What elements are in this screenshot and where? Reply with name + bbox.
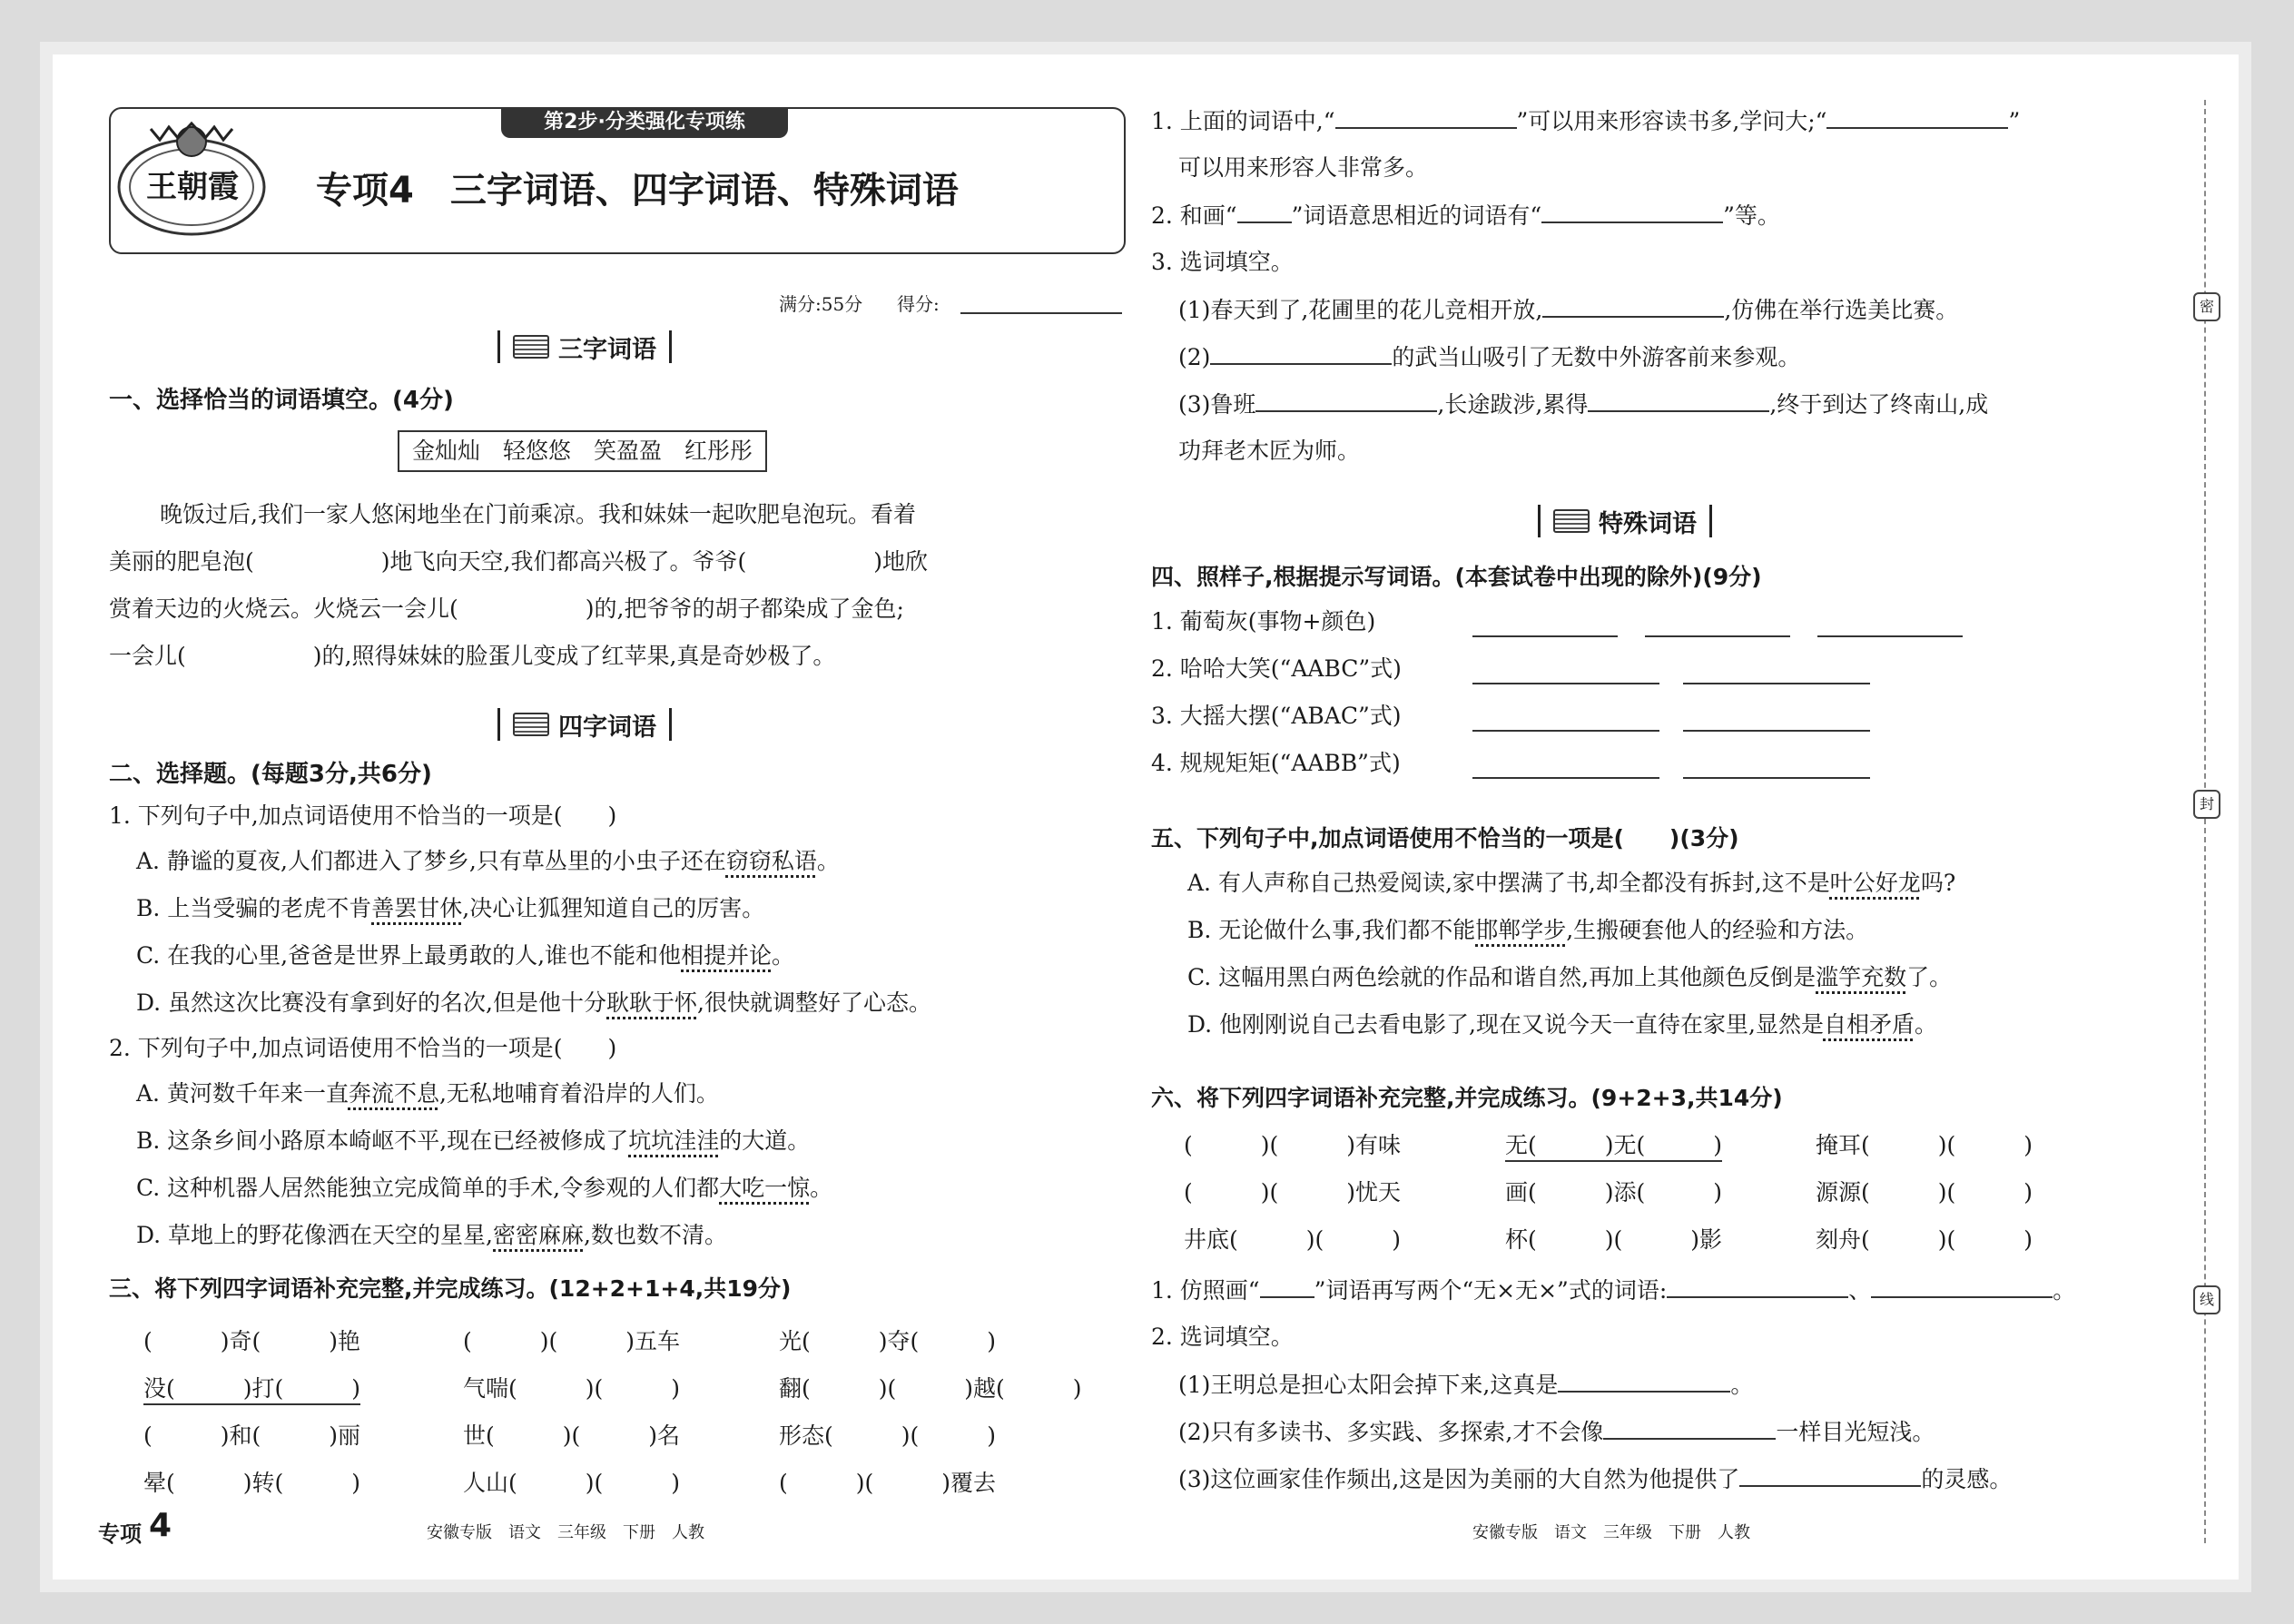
q5d[interactable]: D. 他刚刚说自己去看电影了,现在又说今天一直待在家里,显然是自相矛盾。 [1187, 1011, 1937, 1038]
q6-2: 2. 选词填空。 [1151, 1324, 1294, 1350]
r3-2: (2) 的武当山吸引了无数中外游客前来参观。 [1178, 341, 1800, 373]
q3-r1c3[interactable]: 光( )夺( ) [779, 1328, 997, 1354]
score-label: 得分: [897, 293, 940, 315]
q1-p1: 晚饭过后,我们一家人悠闲地坐在门前乘凉。我和妹妹一起吹肥皂泡玩。看着 [160, 501, 916, 527]
q3-r3c1[interactable]: ( )和( )丽 [143, 1422, 361, 1449]
q2-title: 二、选择题。(每题3分,共6分) [109, 761, 432, 788]
r3: 3. 选词填空。 [1151, 249, 1294, 275]
q2-2c[interactable]: C. 这种机器人居然能独立完成简单的手术,令参观的人们都大吃一惊。 [136, 1175, 833, 1201]
q4-blank-1c[interactable] [1817, 635, 1963, 637]
q5b[interactable]: B. 无论做什么事,我们都不能邯郸学步,生搬硬套他人的经验和方法。 [1187, 917, 1869, 943]
q4-item-4: 4. 规规矩矩(“AABB”式) [1151, 750, 1401, 776]
q2-1c[interactable]: C. 在我的心里,爸爸是世界上最勇敢的人,谁也不能和他相提并论。 [136, 942, 795, 969]
q1-p4: 一会儿( )的,照得妹妹的脸蛋儿变成了红苹果,真是奇妙极了。 [109, 643, 836, 669]
q1-title: 一、选择恰当的词语填空。(4分) [109, 387, 454, 414]
q6-r1c3[interactable]: 掩耳( )( ) [1816, 1132, 2033, 1158]
section-sanzi [497, 330, 672, 363]
footer-label-left: 专项 [98, 1521, 142, 1547]
q3-r1c1[interactable]: ( )奇( )艳 [143, 1328, 361, 1354]
q6-r2c3[interactable]: 源源( )( ) [1816, 1179, 2033, 1206]
q3-r3c3[interactable]: 形态( )( ) [779, 1422, 997, 1449]
q3-r4c1[interactable]: 晕( )转( ) [143, 1470, 361, 1496]
q1-p2: 美丽的肥皂泡( )地飞向天空,我们都高兴极了。爷爷( )地欣 [109, 548, 928, 575]
section-sizi [497, 708, 672, 741]
q6-2-3: (3)这位画家佳作频出,这是因为美丽的大自然为他提供了 的灵感。 [1178, 1463, 2012, 1495]
q1-p3: 赏着天边的火烧云。火烧云一会儿( )的,把爷爷的胡子都染成了金色; [109, 595, 904, 622]
q6-r3c2[interactable]: 杯( )( )影 [1505, 1226, 1723, 1253]
q5-title: 五、下列句子中,加点词语使用不恰当的一项是( )(3分) [1151, 825, 1739, 851]
q6-r1c1[interactable]: ( )( )有味 [1184, 1132, 1402, 1158]
q3-title: 三、将下列四字词语补充完整,并完成练习。(12+2+1+4,共19分) [109, 1275, 792, 1302]
q5a[interactable]: A. 有人声称自己热爱阅读,家中摆满了书,却全都没有拆封,这不是叶公好龙吗? [1187, 870, 1956, 896]
q5c[interactable]: C. 这幅用黑白两色绘就的作品和谐自然,再加上其他颜色反倒是滥竽充数了。 [1187, 964, 1953, 990]
q6-r3c3[interactable]: 刻舟( )( ) [1816, 1226, 2033, 1253]
score-field[interactable] [960, 312, 1122, 314]
q3-r4c3[interactable]: ( )( )覆去 [779, 1470, 997, 1496]
step-badge: 第2步·分类强化专项练 [501, 107, 788, 138]
r3-3-cont: 功拜老木匠为师。 [1178, 438, 1361, 464]
logo-text: 王朝霞 [146, 169, 239, 205]
q4-title: 四、照样子,根据提示写词语。(本套试卷中出现的除外)(9分) [1151, 564, 1762, 590]
r1: 1. 上面的词语中,“ ”可以用来形容读书多,学问大;“ ” [1151, 105, 2020, 137]
seal-mark-2: 封 [2193, 790, 2220, 819]
q6-r3c1[interactable]: 井底( )( ) [1184, 1226, 1402, 1253]
q1-options: 金灿灿 轻悠悠 笑盈盈 红彤彤 [398, 430, 767, 472]
footer-info-left: 安徽专版 语文 三年级 下册 人教 [427, 1523, 704, 1542]
page-title: 专项4 三字词语、四字词语、特殊词语 [316, 170, 959, 212]
q4-item-1: 1. 葡萄灰(事物+颜色) [1151, 608, 1376, 635]
q2-2a[interactable]: A. 黄河数千年来一直奔流不息,无私地哺育着沿岸的人们。 [136, 1080, 719, 1107]
q2-1b[interactable]: B. 上当受骗的老虎不肯善罢甘休,决心让狐狸知道自己的厉害。 [136, 895, 765, 921]
q6-2-1: (1)王明总是担心太阳会掉下来,这真是 。 [1178, 1369, 1753, 1401]
q4-blank-3a[interactable] [1472, 730, 1659, 732]
book-icon [513, 713, 549, 736]
q4-blank-2a[interactable] [1472, 683, 1659, 684]
q6-r2c2[interactable]: 画( )添( ) [1505, 1179, 1723, 1206]
footer-info-right: 安徽专版 语文 三年级 下册 人教 [1472, 1523, 1750, 1542]
r2: 2. 和画“ ”词语意思相近的词语有“ ”等。 [1151, 200, 1780, 231]
r1-cont: 可以用来形容人非常多。 [1178, 154, 1429, 181]
q2-2: 2. 下列句子中,加点词语使用不恰当的一项是( ) [109, 1035, 617, 1061]
seal-mark-3: 线 [2193, 1285, 2220, 1314]
q4-item-3: 3. 大摇大摆(“ABAC”式) [1151, 703, 1402, 729]
q6-1: 1. 仿照画“ ”词语再写两个“无×无×”式的词语: 、 。 [1151, 1275, 2075, 1306]
book-icon [1553, 509, 1590, 533]
q6-2-2: (2)只有多读书、多实践、多探索,才不会像 一样目光短浅。 [1178, 1416, 1935, 1448]
q6-r1c2[interactable]: 无( )无( ) [1505, 1127, 1722, 1162]
section-label: 特殊词语 [1599, 509, 1697, 538]
q3-r2c1[interactable]: 没( )打( ) [143, 1371, 360, 1405]
q4-blank-1a[interactable] [1472, 635, 1618, 637]
q3-r2c3[interactable]: 翻( )( )越( ) [779, 1375, 1082, 1402]
q4-item-2: 2. 哈哈大笑(“AABC”式) [1151, 655, 1402, 682]
q6-r2c1[interactable]: ( )( )忧天 [1184, 1179, 1402, 1206]
q2-1d[interactable]: D. 虽然这次比赛没有拿到好的名次,但是他十分耿耿于怀,很快就调整好了心态。 [136, 989, 931, 1016]
r3-1: (1)春天到了,花圃里的花儿竞相开放, ,仿佛在举行选美比赛。 [1178, 294, 1958, 326]
book-icon [513, 335, 549, 359]
section-teshu [1538, 505, 1712, 537]
q3-r4c2[interactable]: 人山( )( ) [463, 1470, 681, 1496]
worksheet-page [53, 54, 2239, 1580]
q4-blank-1b[interactable] [1645, 635, 1790, 637]
q3-r3c2[interactable]: 世( )( )名 [463, 1422, 681, 1449]
q6-title: 六、将下列四字词语补充完整,并完成练习。(9+2+3,共14分) [1151, 1085, 1783, 1111]
section-label: 三字词语 [558, 335, 656, 364]
section-label: 四字词语 [558, 713, 656, 742]
q4-blank-4a[interactable] [1472, 777, 1659, 779]
score-full: 满分:55分 [779, 293, 863, 315]
q2-2b[interactable]: B. 这条乡间小路原本崎岖不平,现在已经被修成了坑坑洼洼的大道。 [136, 1127, 811, 1154]
footer-num-left: 4 [149, 1507, 172, 1544]
r3-3: (3)鲁班 ,长途跋涉,累得 ,终于到达了终南山,成 [1178, 389, 1988, 420]
q2-2d[interactable]: D. 草地上的野花像洒在天空的星星,密密麻麻,数也数不清。 [136, 1222, 727, 1248]
q4-blank-3b[interactable] [1683, 730, 1870, 732]
q3-r2c2[interactable]: 气喘( )( ) [463, 1375, 681, 1402]
q2-1a[interactable]: A. 静谧的夏夜,人们都进入了梦乡,只有草丛里的小虫子还在窃窃私语。 [136, 848, 840, 874]
q2-1: 1. 下列句子中,加点词语使用不恰当的一项是( ) [109, 802, 617, 829]
q4-blank-4b[interactable] [1683, 777, 1870, 779]
q3-r1c2[interactable]: ( )( )五车 [463, 1328, 681, 1354]
seal-mark-1: 密 [2193, 292, 2220, 321]
q4-blank-2b[interactable] [1683, 683, 1870, 684]
